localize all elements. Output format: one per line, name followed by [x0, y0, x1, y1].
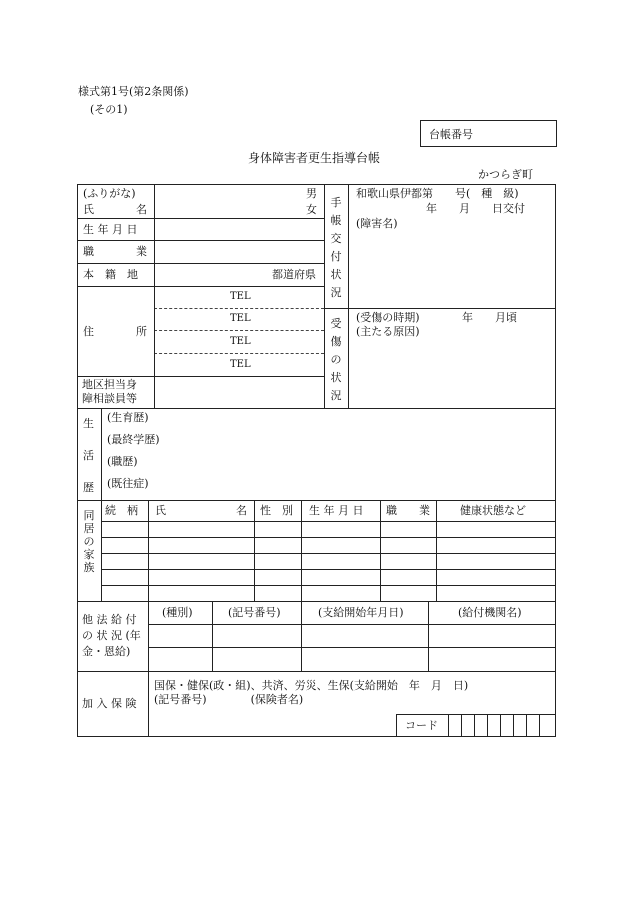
handbook-issue-line: 和歌山県伊都第 号( 種 級)	[356, 187, 519, 200]
domicile-label: 本 籍 地	[83, 268, 138, 281]
injury-time-suffix: 年 月頃	[462, 311, 517, 324]
code-label: コード	[405, 719, 438, 732]
family-section-label: 同 居 の 家 族	[83, 509, 95, 574]
education-label: (最終学歴)	[107, 433, 160, 446]
insurance-label: 加 入 保 険	[82, 697, 137, 710]
disability-name-label: (障害名)	[356, 217, 398, 230]
prefecture-label: 都道府県	[272, 268, 316, 281]
female-option[interactable]: 女	[306, 203, 317, 216]
sub-number: (その1)	[90, 103, 128, 116]
counselor-label-2: 障相談員等	[82, 392, 137, 405]
town-name: かつらぎ町	[478, 168, 533, 181]
family-col-relation: 続 柄	[105, 504, 138, 517]
family-col-birth: 生 年 月 日	[309, 504, 364, 517]
handbook-issue-date: 年 月 日交付	[426, 202, 525, 215]
insurance-record-line: (記号番号) (保険者名)	[154, 693, 304, 706]
ledger-number-label: 台帳番号	[429, 128, 473, 141]
other-benefits-label-2: の 状 況 (年	[82, 629, 141, 642]
tel-label: TEL	[230, 359, 251, 370]
life-history-label-3: 歴	[83, 481, 94, 494]
benefit-col-start: (支給開始年月日)	[318, 606, 404, 619]
tel-label: TEL	[230, 291, 251, 302]
injury-time-label: (受傷の時期)	[356, 311, 420, 324]
work-history-label: (職歴)	[107, 455, 138, 468]
family-col-sex: 性 別	[260, 504, 293, 517]
occupation-label-2: 業	[136, 245, 147, 258]
page-title: 身体障害者更生指導台帳	[248, 151, 381, 165]
family-col-name-2: 名	[236, 504, 247, 517]
handbook-section-label: 手 帳 交 付 状 況	[330, 196, 342, 299]
form-number: 様式第1号(第2条関係)	[78, 85, 189, 98]
insurance-types: 国保・健保(政・組)、共済、労災、生保(支給開始 年 月 日)	[154, 679, 469, 692]
injury-section-label: 受 傷 の 状 況	[330, 317, 342, 402]
ledger-number-box[interactable]	[420, 120, 557, 147]
address-label-1: 住	[83, 325, 94, 338]
other-benefits-label-1: 他 法 給 付	[82, 613, 137, 626]
family-col-name-1: 氏	[155, 504, 166, 517]
tel-label: TEL	[230, 336, 251, 347]
name-label-2: 名	[136, 203, 147, 216]
family-col-occupation: 職 業	[386, 504, 430, 517]
occupation-label-1: 職	[83, 245, 94, 258]
injury-cause-label: (主たる原因)	[356, 325, 420, 338]
upbringing-label: (生育歴)	[107, 411, 149, 424]
birthdate-label: 生 年 月 日	[83, 223, 138, 236]
furigana-label: (ふりがな)	[83, 187, 136, 200]
counselor-label-1: 地区担当身	[82, 378, 137, 391]
life-history-label-2: 活	[83, 449, 94, 462]
medical-history-label: (既往症)	[107, 477, 149, 490]
name-label-1: 氏	[83, 203, 94, 216]
benefit-col-agency: (給付機関名)	[458, 606, 522, 619]
benefit-col-type: (種別)	[162, 606, 193, 619]
benefit-col-record: (記号番号)	[228, 606, 281, 619]
address-label-2: 所	[136, 325, 147, 338]
life-history-label-1: 生	[83, 417, 94, 430]
other-benefits-label-3: 金・恩給)	[82, 645, 131, 658]
tel-label: TEL	[230, 313, 251, 324]
male-option[interactable]: 男	[306, 187, 317, 200]
family-col-health: 健康状態など	[460, 504, 526, 517]
